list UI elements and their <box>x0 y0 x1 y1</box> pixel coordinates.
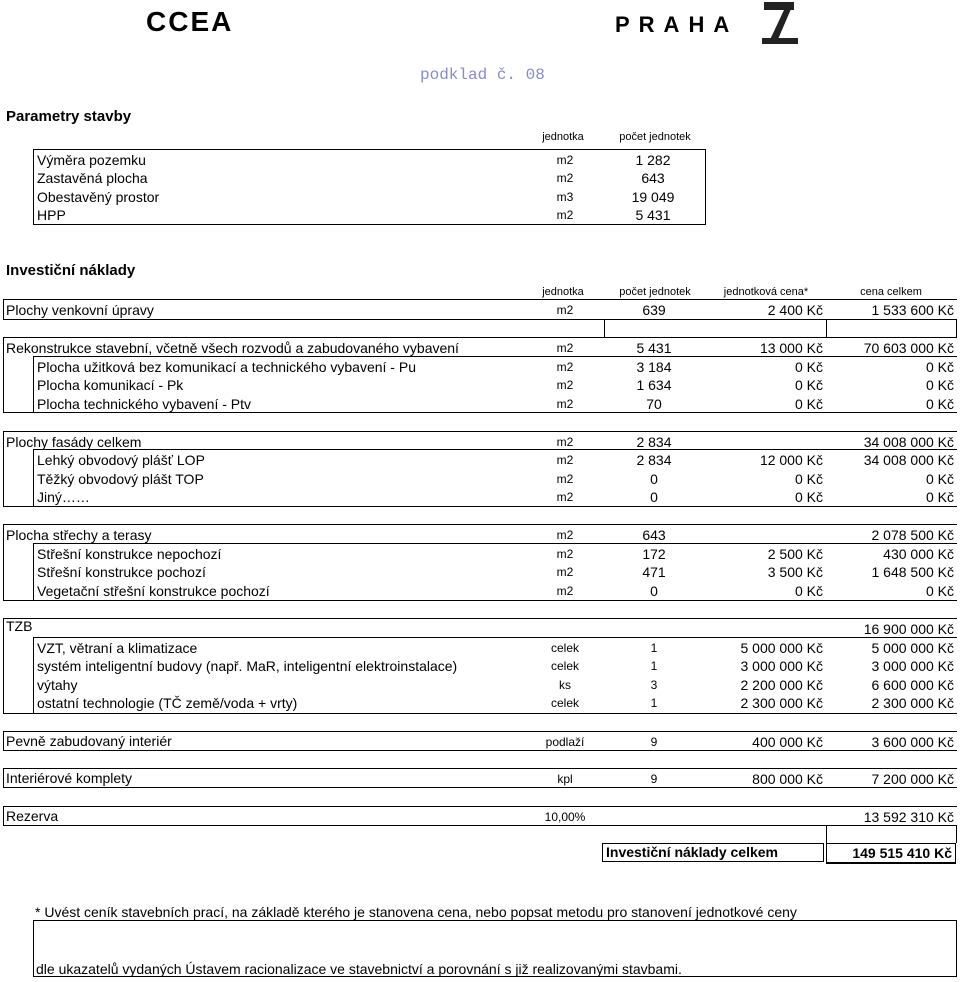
footnote-line-1: * Uvést ceník stavebních prací, na základě kterého je stanovena cena, nebo popsat metodu pro stanovení jednotkové ceny <box>35 904 797 920</box>
grand-total-value-box <box>826 843 956 864</box>
params-title: Parametry stavby <box>6 108 132 125</box>
grand-total-label-box <box>602 843 824 862</box>
praha-7-logo-mark <box>762 0 798 46</box>
costs-col-unit: jednotka <box>542 286 584 298</box>
costs-col-count: počet jednotek <box>619 286 691 298</box>
params-col-count: počet jednotek <box>619 131 691 143</box>
params-col-unit: jednotka <box>542 131 584 143</box>
costs-col-unit-price: jednotková cena* <box>723 286 809 298</box>
ccea-logo: CCEA <box>146 6 234 37</box>
footnote-line-2: dle ukazatelů vydaných Ústavem racionalizace ve stavebnictví a porovnání s již realizovanými stavbami. <box>36 961 682 977</box>
grand-total-label: Investiční náklady celkem <box>606 844 778 860</box>
grand-total-value: 149 515 410 Kč <box>852 845 952 861</box>
costs-col-total: cena celkem <box>860 286 922 298</box>
document-label: podklad č. 08 <box>420 66 545 84</box>
praha-logo: PRAHA <box>615 12 739 37</box>
costs-title: Investiční náklady <box>6 262 136 279</box>
